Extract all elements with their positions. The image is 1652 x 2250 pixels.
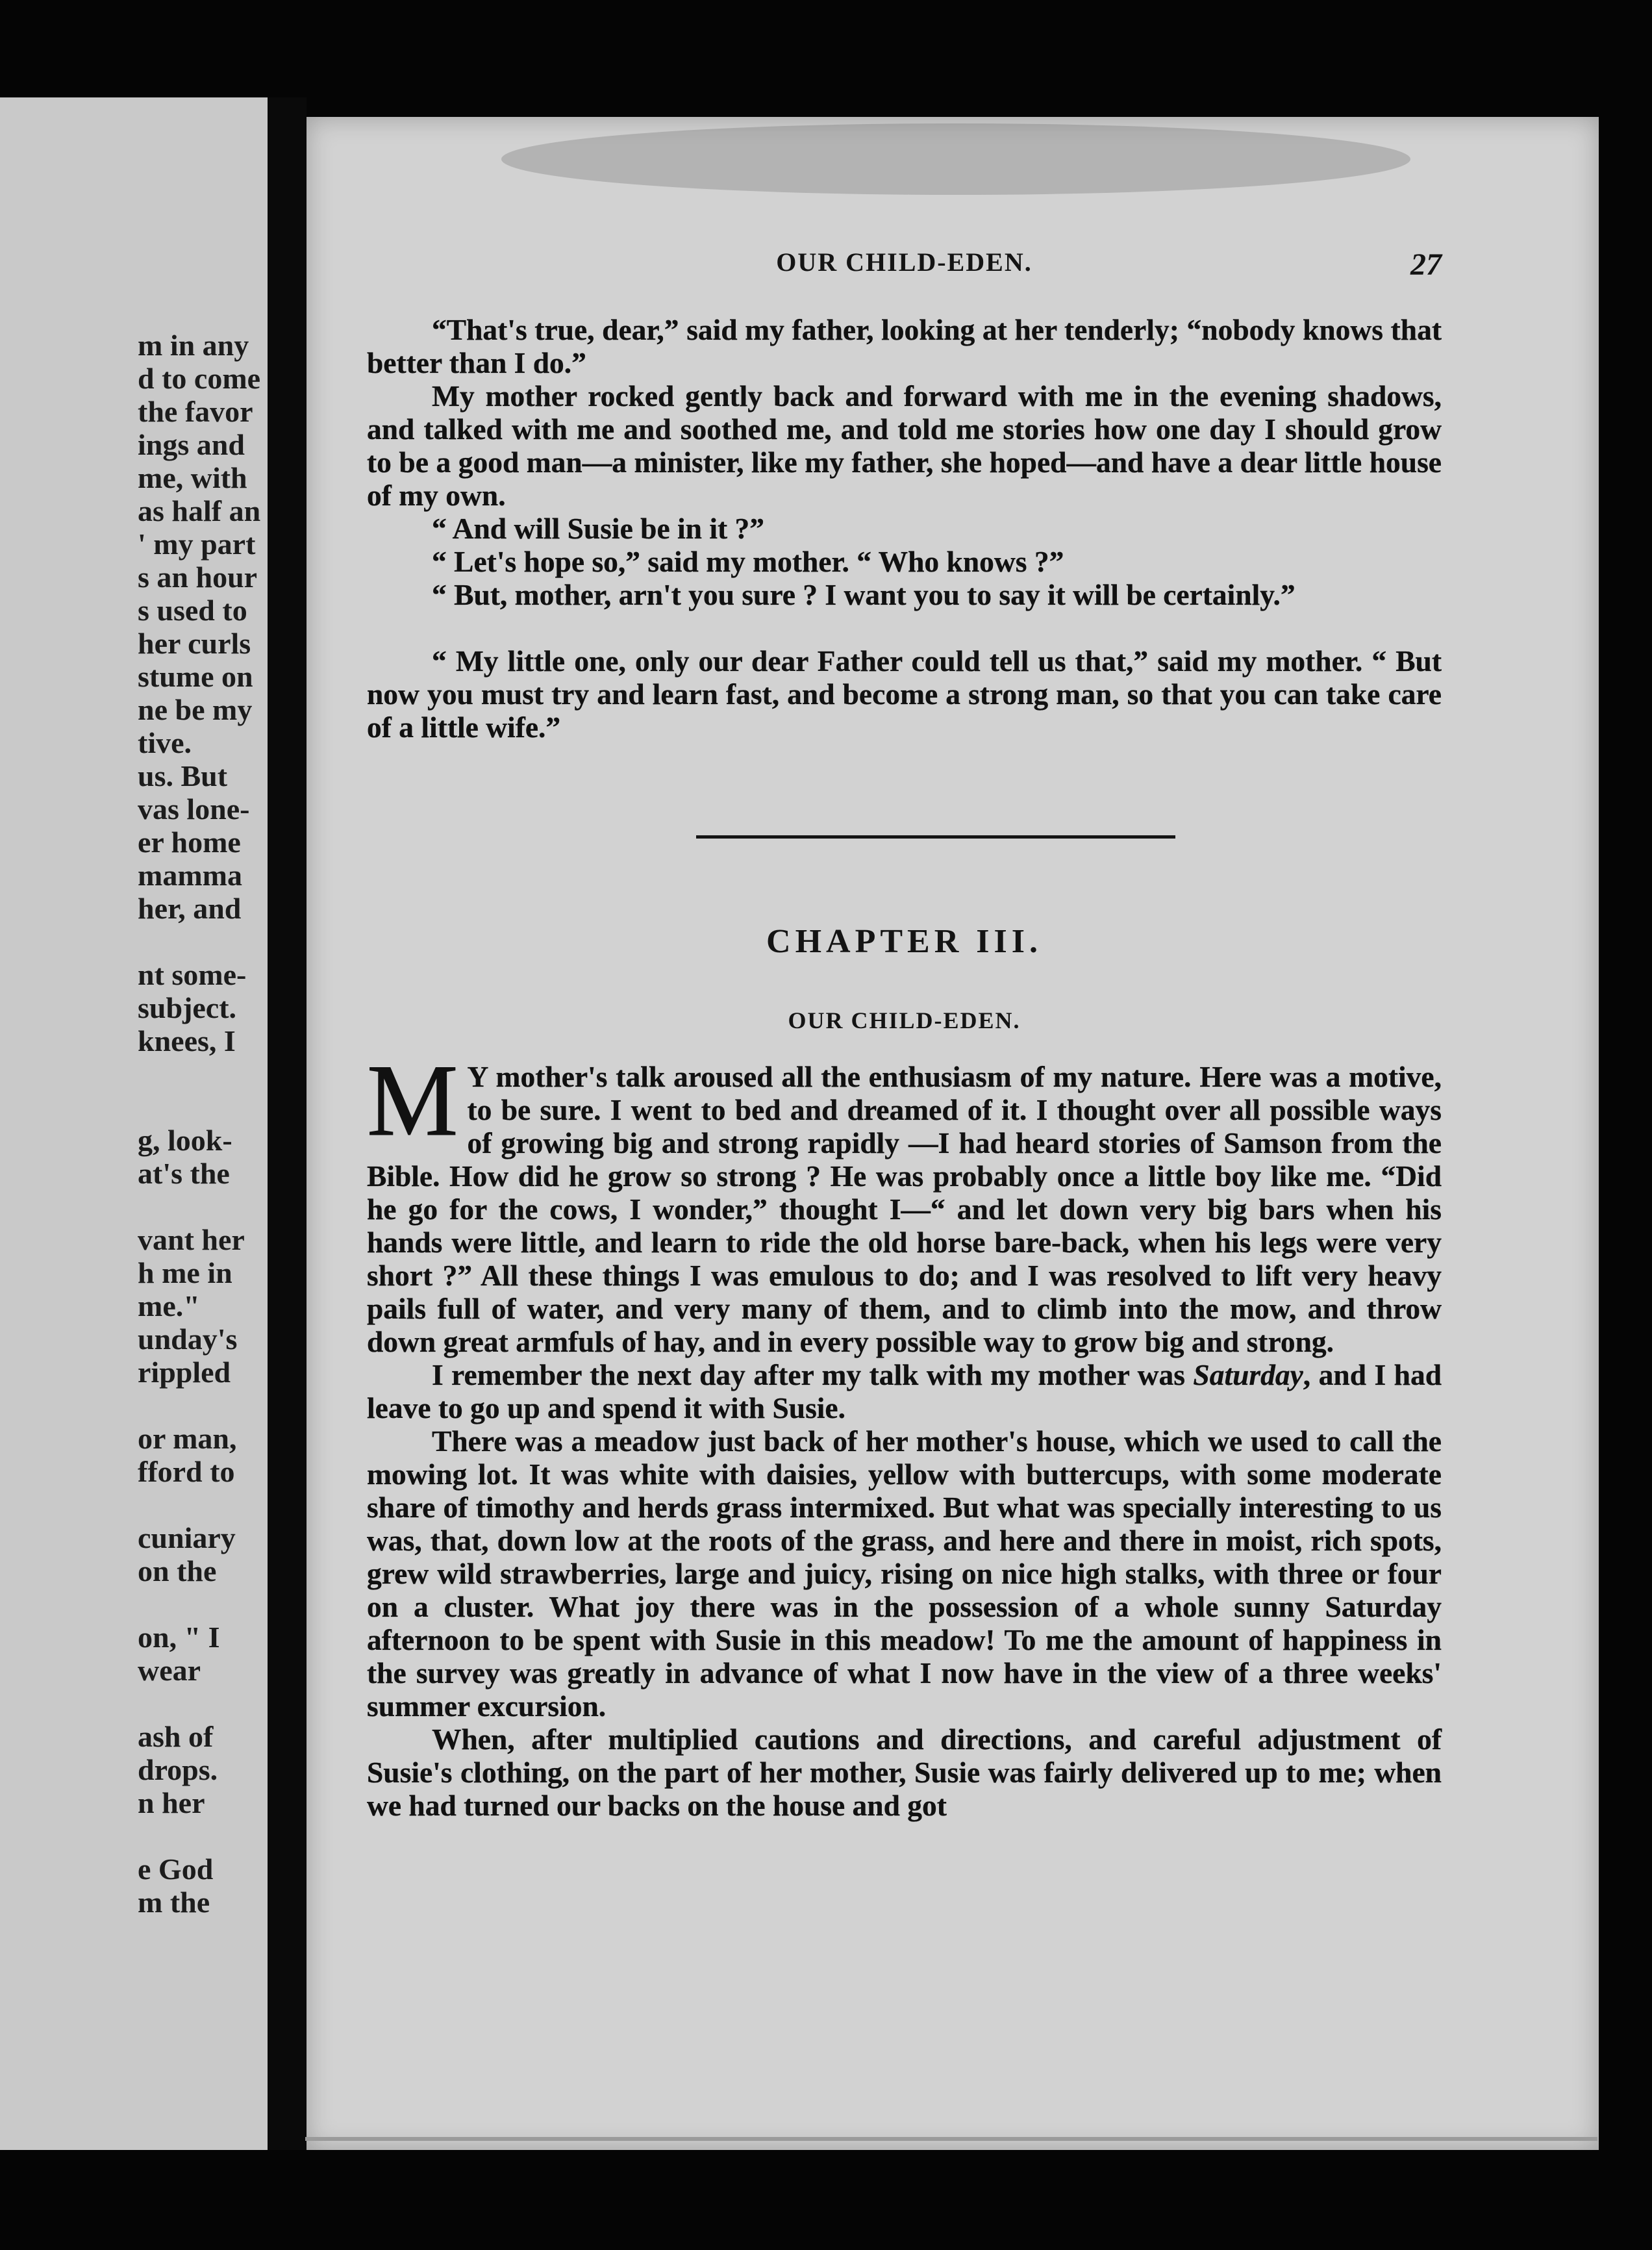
chapter-body: [367, 1044, 1442, 1822]
left-page-line-fragment: her, and: [138, 892, 242, 925]
chapter-heading: CHAPTER III.: [766, 923, 1042, 960]
left-page-line-fragment: vant her: [138, 1223, 245, 1256]
left-page-line-fragment: cuniary: [138, 1521, 236, 1554]
chapter-subtitle: OUR CHILD-EDEN.: [788, 1007, 1021, 1033]
saturday-text-start: I remember the next day after my talk with my mother was: [432, 1358, 1185, 1391]
left-page-line-fragment: s an hour: [138, 561, 258, 594]
left-page-line-fragment: n her: [138, 1786, 205, 1819]
right-page: [307, 117, 1599, 2150]
left-page-line-fragment: us. But: [138, 759, 228, 792]
paragraph-saturday: [367, 1358, 1442, 1424]
left-page-line-fragment: on, " I: [138, 1621, 220, 1654]
left-page-line-fragment: unday's: [138, 1322, 238, 1356]
left-page-line-fragment: e God: [138, 1852, 214, 1886]
section-divider: [696, 835, 1175, 839]
left-page-line-fragment: or man,: [138, 1422, 237, 1455]
left-page-line-fragment: m the: [138, 1886, 210, 1919]
first-paragraph-text: Y mother's talk aroused all the enthusiasm of my nature. Here was a motive, to be sure. I went to bed and dreamed of it. I thought over all possible ways of growing big and strong rapidly —I had heard stories of Samson from the Bible. How did he grow so strong ? He was probably once a little boy like me. “Did he go for the cows, I wonder,” thought I—“ and let down very big bars when his hands were little, and learn to ride the old horse bare-back, when his legs were very short ?” All these things I was emulous to do; and I was resolved to lift very heavy pails full of water, and very many of them, and to climb into the mow, and throw down great armfuls of hay, and in every possible way to grow big and strong.: [367, 1060, 1442, 1358]
left-page-line-fragment: subject.: [138, 991, 237, 1024]
paragraph-susie-question: “ And will Susie be in it ?”: [432, 512, 765, 545]
left-page-line-fragment: vas lone-: [138, 792, 250, 826]
left-page-line-fragment: her curls: [138, 627, 251, 660]
left-page-line-fragment: h me in: [138, 1256, 232, 1289]
left-page-line-fragment: at's the: [138, 1157, 230, 1190]
saturday-italic: Saturday: [1193, 1358, 1303, 1391]
paragraph-mother-rocked: My mother rocked gently back and forward with me in the evening shadows, and talked with me and soothed me, and told me stories how one day I should grow to be a good man—a minister, like my father, she hoped—and have a dear little house of my own.: [367, 379, 1442, 512]
left-page-line-fragment: g, look-: [138, 1124, 232, 1157]
running-head: OUR CHILD-EDEN.: [776, 247, 1032, 277]
left-page-line-fragment: tive.: [138, 726, 192, 759]
left-page: [0, 97, 268, 2150]
drop-cap: M: [367, 1044, 458, 1157]
left-page-line-fragment: er home: [138, 826, 241, 859]
book-gutter: [268, 97, 307, 2150]
left-page-line-fragment: as half an: [138, 494, 261, 527]
left-page-line-fragment: d to come: [138, 362, 261, 395]
left-page-line-fragment: drops.: [138, 1753, 218, 1786]
paragraph-arnt-you-sure: “ But, mother, arn't you sure ? I want you to say it will be certainly.”: [432, 578, 1295, 611]
left-page-line-fragment: knees, I: [138, 1024, 236, 1057]
paragraph-little-one: “ My little one, only our dear Father could tell us that,” said my mother. “ But now you must try and learn fast, and become a strong man, so that you can take care of a little wife.”: [367, 644, 1442, 744]
left-page-line-fragment: mamma: [138, 859, 242, 892]
paragraph-meadow: There was a meadow just back of her mother's house, which we used to call the mowing lot. It was white with daisies, yellow with buttercups, with some moderate share of timothy and herds grass intermixed. But what was specially interesting to us was, that, down low at the roots of the grass, and here and there in moist, rich spots, grew wild strawberries, large and juicy, rising on nice high stalks, with three or four on a cluster. What joy there was in the possession of a whole sunny Saturday afternoon to be spent with Susie in this meadow! To me the amount of happiness in the survey was greatly in advance of what I now have in the view of a three weeks' summer excursion.: [367, 1424, 1442, 1723]
left-page-line-fragment: nt some-: [138, 958, 247, 991]
saturday-text-end: , and I had leave to go up and spend it with Susie.: [367, 1358, 1442, 1424]
left-page-line-fragment: m in any: [138, 329, 249, 362]
left-page-line-fragment: stume on: [138, 660, 253, 693]
left-page-line-fragment: fford to: [138, 1455, 235, 1488]
left-page-line-fragment: wear: [138, 1654, 201, 1687]
left-page-line-fragment: me, with: [138, 461, 247, 494]
left-page-line-fragment: ' my part: [138, 527, 256, 561]
page-bottom-edge: [305, 2137, 1597, 2141]
left-page-line-fragment: me.": [138, 1289, 200, 1322]
left-page-line-fragment: ings and: [138, 428, 245, 461]
left-page-line-fragment: s used to: [138, 594, 247, 627]
left-page-line-fragment: ne be my: [138, 693, 253, 726]
paragraph-mothers-talk: [367, 1044, 1442, 1358]
ink-bleed-stain: [501, 123, 1410, 195]
paragraph-lets-hope: “ Let's hope so,” said my mother. “ Who knows ?”: [432, 545, 1064, 578]
page-number: 27: [1410, 247, 1442, 282]
paragraph-cautions: When, after multiplied cautions and directions, and careful adjustment of Susie's clothing, on the part of her mother, Susie was fairly delivered up to me; when we had turned our backs on the house and got: [367, 1723, 1442, 1822]
left-page-line-fragment: rippled: [138, 1356, 231, 1389]
left-page-line-fragment: ash of: [138, 1720, 214, 1753]
left-page-line-fragment: on the: [138, 1554, 217, 1587]
paragraph-tenderly: “That's true, dear,” said my father, looking at her tenderly; “nobody knows that better than I do.”: [367, 313, 1442, 379]
left-page-line-fragment: the favor: [138, 395, 253, 428]
